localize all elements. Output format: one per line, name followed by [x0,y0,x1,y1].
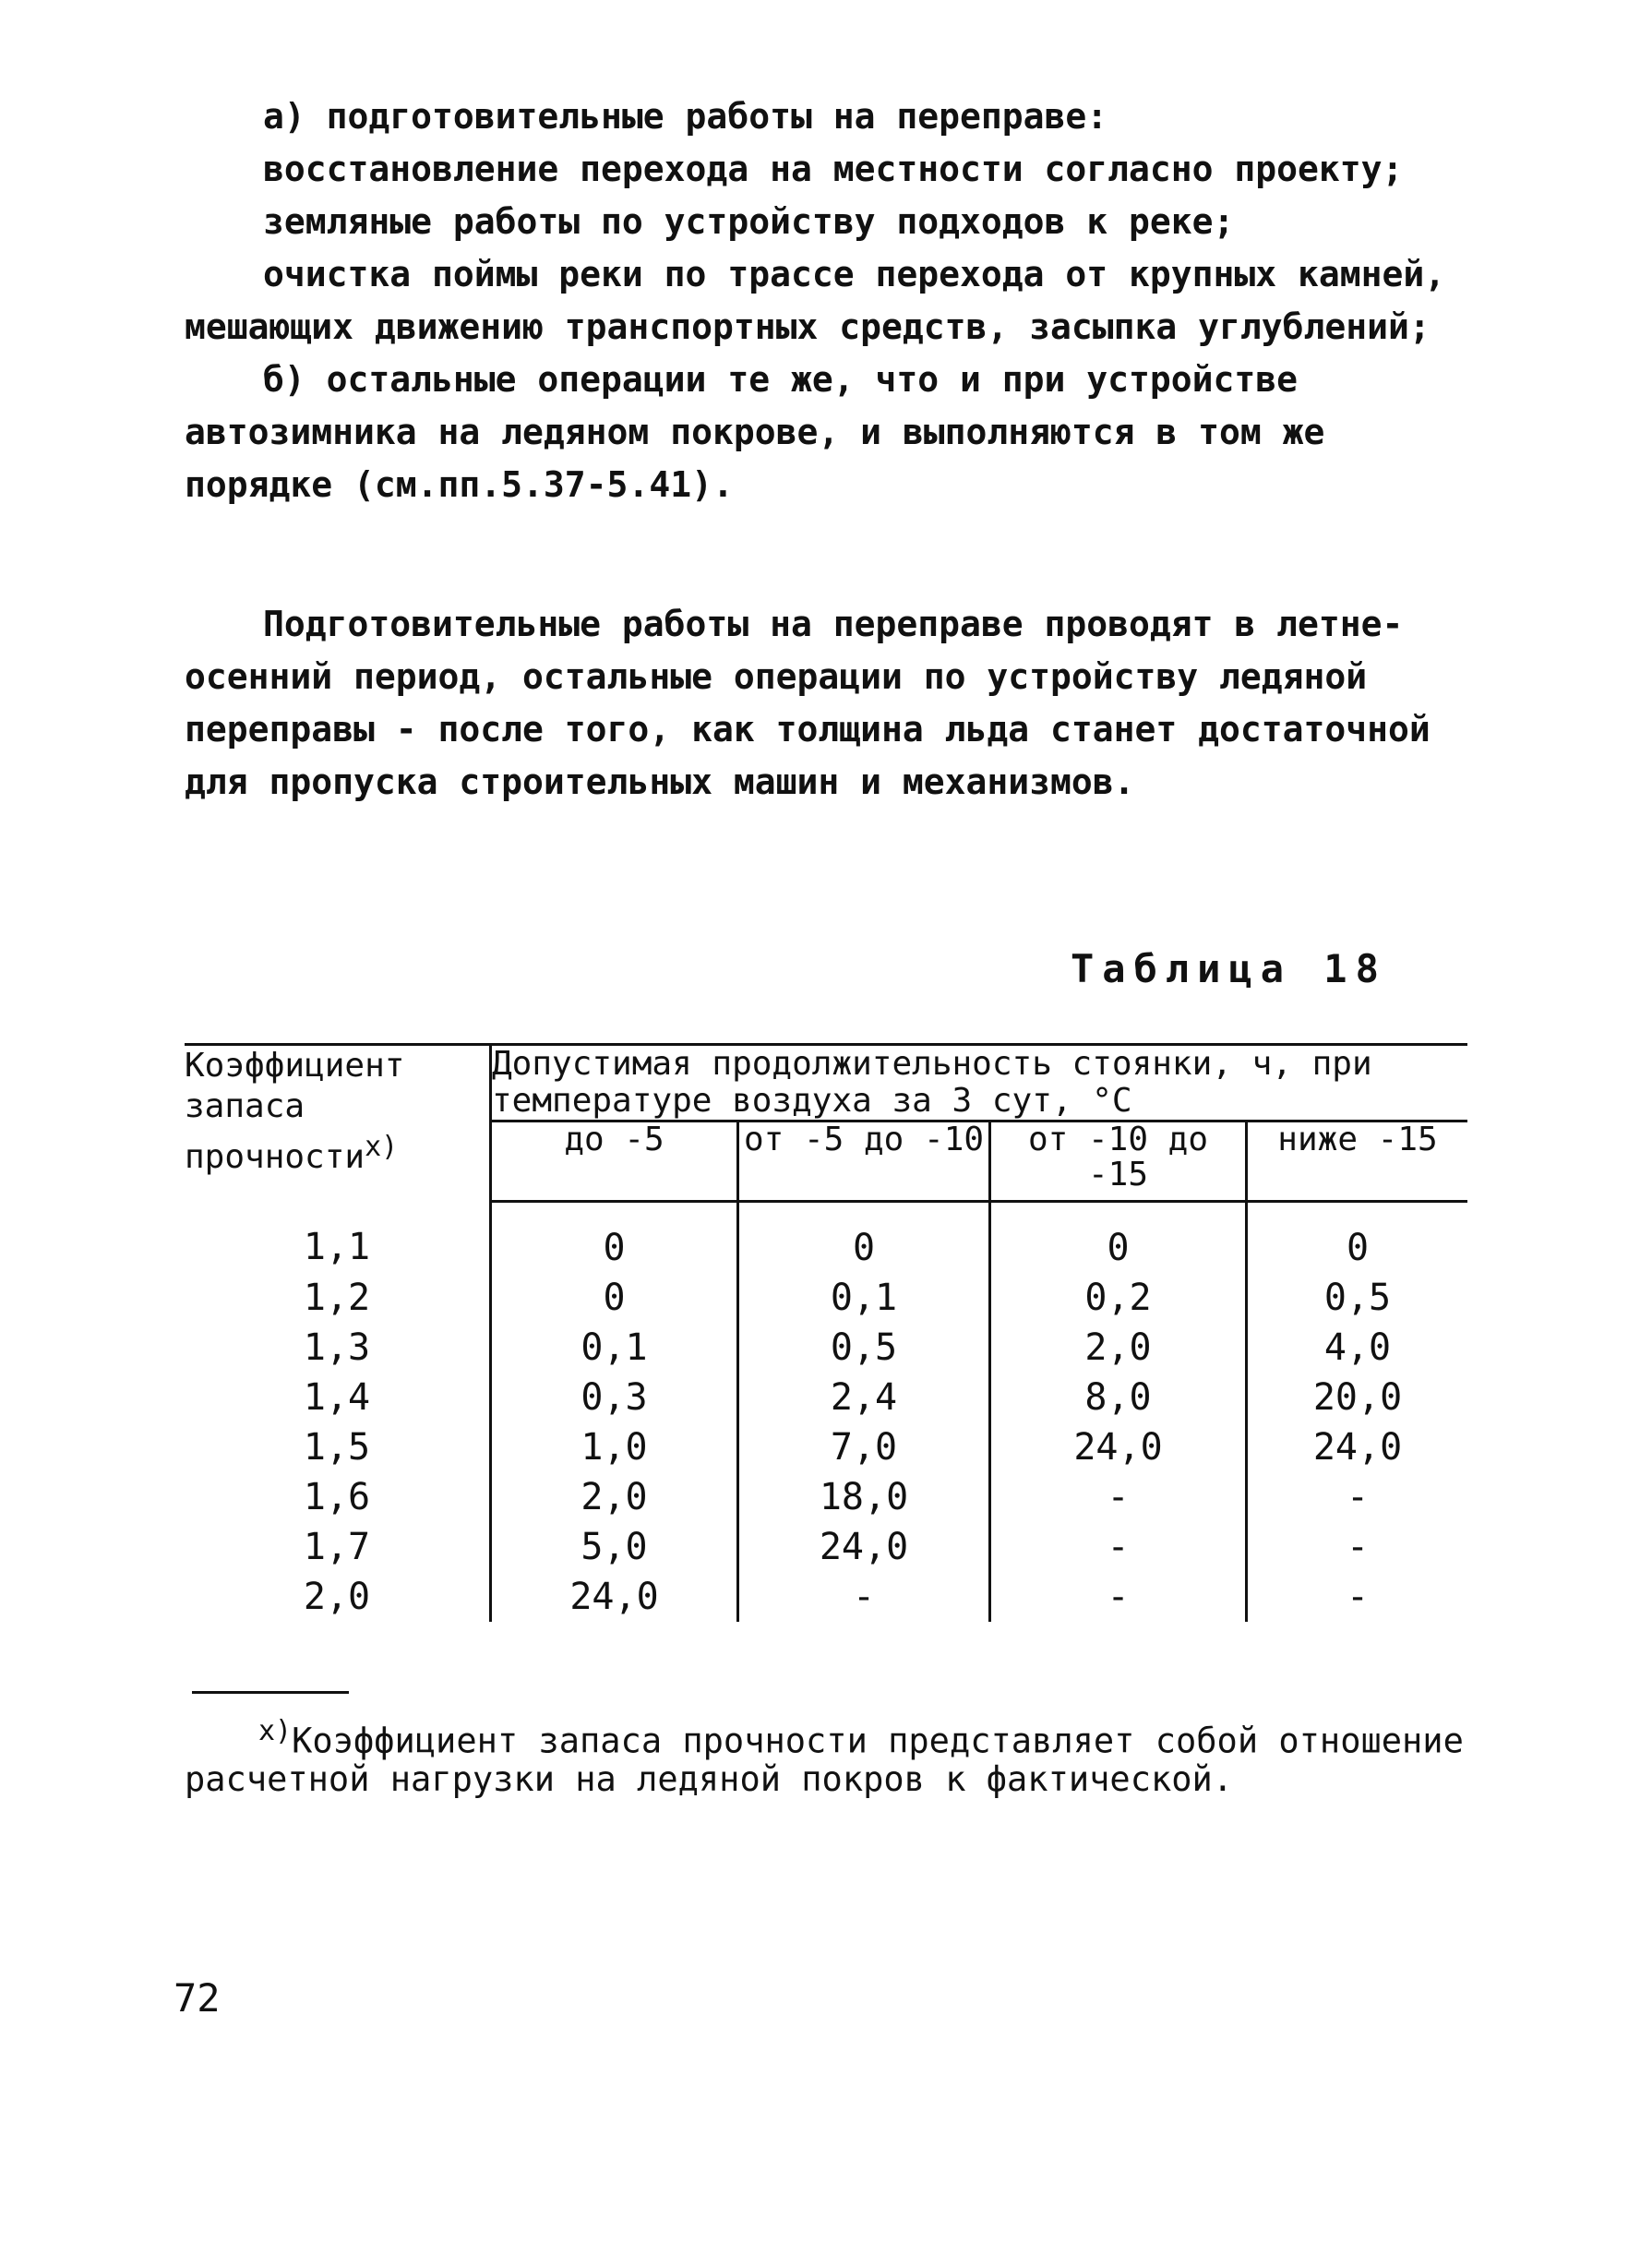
table-row [185,1273,1467,1323]
table-cell: 1,1 [303,1226,371,1269]
table-cell: - [1247,1572,1468,1622]
footnote-divider [192,1691,349,1694]
page-number: 72 [174,1975,221,2021]
table-cell: 18,0 [738,1472,990,1522]
body-text-block-1 [185,90,1467,511]
table-header-row [185,1045,1467,1122]
subheader-temp: ниже -15 [1247,1122,1468,1202]
table-cell: 0,5 [1247,1273,1468,1323]
table-cell: 1,2 [303,1277,371,1319]
table-cell: 1,4 [303,1376,371,1419]
table-cell: - [990,1472,1247,1522]
table-row [185,1323,1467,1373]
table-cell: 2,0 [303,1576,371,1618]
paragraph-restore: восстановление перехода на местности согласно проекту; [263,149,1404,189]
table-cell: 0,1 [738,1273,990,1323]
col-group-header: Допустимая продолжительность стоянки, ч, при температуре воздуха за 3 сут, °С [491,1045,1468,1122]
table-cell: 0,3 [491,1373,738,1422]
table-cell: 4,0 [1247,1323,1468,1373]
table-cell: 0,5 [738,1323,990,1373]
table-cell: 8,0 [990,1373,1247,1422]
table-row [185,1202,1467,1274]
col-header-coefficient: Коэффициент запаса прочности$^{х)}$ [185,1045,491,1202]
table-cell: 0 [990,1202,1247,1274]
table-cell: 0 [491,1273,738,1323]
footnote-text: Коэффициент запаса прочности представляет собой отношение расчетной нагрузки на ледяной покров к фактической. [185,1721,1464,1800]
table-cell: 1,7 [303,1526,371,1568]
table-cell: 1,0 [491,1422,738,1472]
table-cell: 2,0 [990,1323,1247,1373]
table-row [185,1373,1467,1422]
table-cell: 1,3 [303,1326,371,1369]
footnote-marker: х) [365,1131,399,1163]
table-cell: 1,6 [303,1476,371,1518]
table-18 [185,1043,1467,1622]
paragraph-b: б) остальные операции те же, что и при устройстве автозимника на ледяном покрове, и выполняются в том же порядке (см.пп.5.37-5.41). [185,359,1325,505]
table-cell: 24,0 [1247,1422,1468,1472]
subheader-temp: от -10 до -15 [990,1122,1247,1202]
table-cell: 0 [491,1202,738,1274]
table-cell: 2,4 [738,1373,990,1422]
table-row [185,1572,1467,1622]
table-cell: 0 [738,1202,990,1274]
table-cell: 0 [1247,1202,1468,1274]
footnote-marker: х) [258,1715,293,1747]
table-row [185,1522,1467,1572]
paragraph-earthworks: земляные работы по устройству подходов к реке; [263,201,1235,242]
table-cell: - [738,1572,990,1622]
paragraph-cleaning: очистка поймы реки по трассе перехода от крупных камней, мешающих движению транспортных средств, засыпка углублений; [185,254,1446,347]
table-cell: 0,1 [491,1323,738,1373]
paragraph-preparatory: Подготовительные работы на переправе проводят в летне-осенний период, остальные операции по устройству ледяной переправы - после того, как толщина льда станет достаточной для пропуска строительных машин и механизмов. [185,604,1431,802]
footnote [185,1712,1477,1799]
table-cell: 20,0 [1247,1373,1468,1422]
subheader-temp: до -5 [491,1122,738,1202]
table-cell: - [1247,1522,1468,1572]
table-cell: - [1247,1472,1468,1522]
table-cell: 24,0 [738,1522,990,1572]
table-cell: - [990,1522,1247,1572]
table-cell: 2,0 [491,1472,738,1522]
subheader-temp: от -5 до -10 [738,1122,990,1202]
table-row [185,1472,1467,1522]
paragraph-a: а) подготовительные работы на переправе: [263,96,1108,137]
table-row [185,1422,1467,1472]
body-text-block-2 [185,598,1467,809]
table-caption: Таблица 18 [1071,946,1387,991]
table-cell: 7,0 [738,1422,990,1472]
table-cell: - [990,1572,1247,1622]
table-cell: 1,5 [303,1426,371,1469]
table-cell: 5,0 [491,1522,738,1572]
table-cell: 24,0 [491,1572,738,1622]
table-cell: 24,0 [990,1422,1247,1472]
table-cell: 0,2 [990,1273,1247,1323]
